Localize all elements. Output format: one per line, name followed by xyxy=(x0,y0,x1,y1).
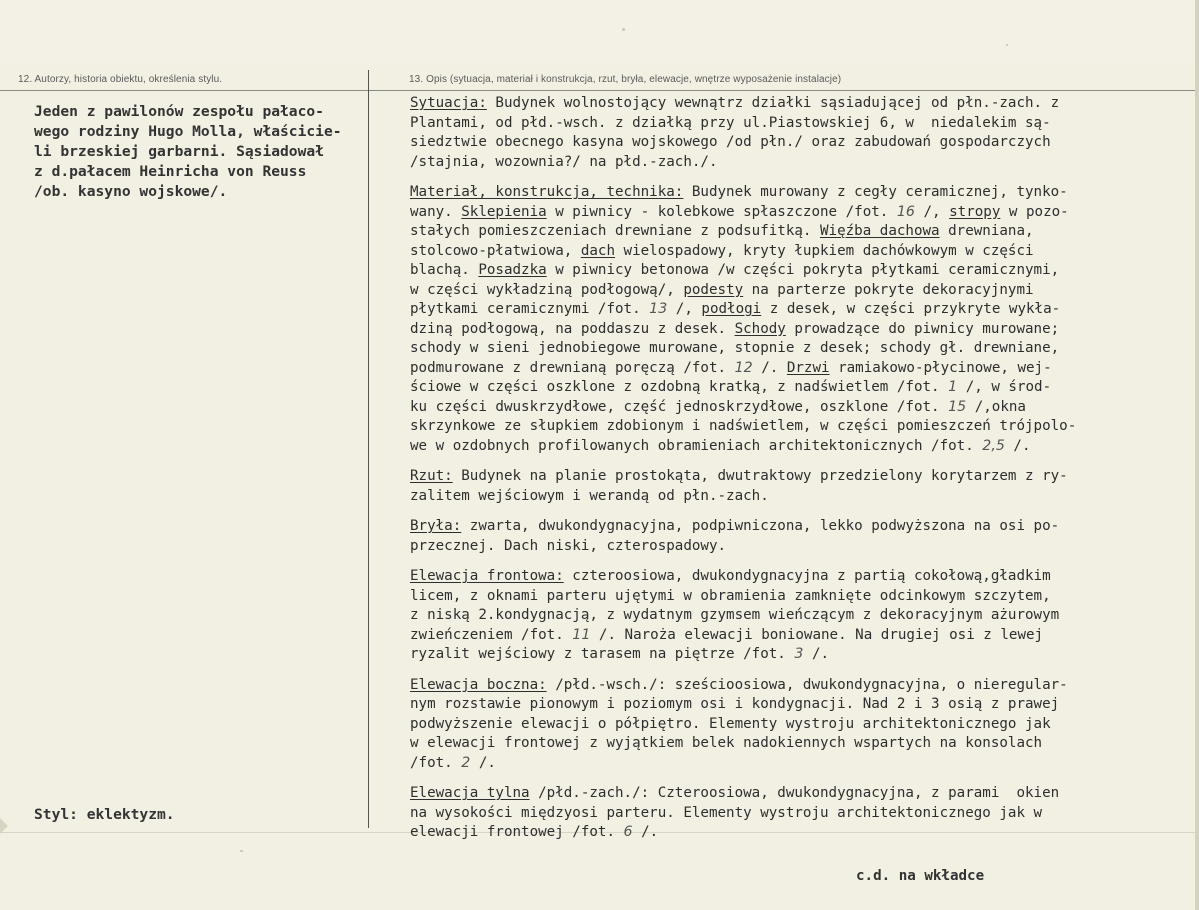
page-edge xyxy=(1195,0,1199,910)
term-label: Więźba dachowa xyxy=(820,223,940,239)
text-line: Plantami, od płd.-wsch. z działką przy ul.Piastowskiej 6, w niedalekim są- xyxy=(410,114,1051,131)
term-label: Posadzka xyxy=(478,262,547,278)
text-line: z niską 2.kondygnacją, z wydatnym gzymsem wieńczącym z dekoracyjnym ażurowym xyxy=(410,607,1060,623)
header-rule xyxy=(0,90,1199,91)
text-segment: prowadzące do piwnicy murowane; xyxy=(785,320,1060,337)
description-text xyxy=(410,94,1190,854)
text-line: zalitem wejściowym i werandą od płn.-zach. xyxy=(410,487,769,504)
text-segment: /, xyxy=(914,203,950,220)
history-line: li brzeskiej garbarni. Sąsiadował xyxy=(34,143,324,160)
section-13-header: 13. Opis (sytuacja, materiał i konstrukcja, rzut, bryła, elewacje, wnętrze wyposażenie instalacje) xyxy=(409,74,842,85)
history-line: Jeden z pawilonów zespołu pałaco- xyxy=(34,103,324,120)
text-line: podwyższenie elewacji o półpiętro. Elementy wystroju architektonicznego jak xyxy=(410,715,1051,732)
text-segment: /. xyxy=(470,754,496,771)
text-segment: /. xyxy=(803,646,830,662)
paper-speck xyxy=(1006,44,1008,46)
text-segment: na parterze pokryte dekoracyjnymi xyxy=(743,281,1034,298)
handwritten-photo-number: 2,5 xyxy=(982,437,1005,454)
text-segment: drewniana, xyxy=(939,223,1034,239)
paper-speck xyxy=(622,28,625,31)
handwritten-photo-number: 1 xyxy=(948,379,958,395)
section-label: Bryła: xyxy=(410,518,462,534)
term-label: podesty xyxy=(683,281,744,298)
section-sytuacja xyxy=(410,94,1190,172)
text-segment: blachą. xyxy=(410,262,479,278)
text-line xyxy=(410,94,1190,114)
text-line: /stajnia, wozownia?/ na płd.-zach./. xyxy=(410,153,718,170)
section-label: Elewacja tylna xyxy=(410,785,530,801)
history-text xyxy=(34,102,364,202)
section-bryla xyxy=(410,517,1190,556)
text-line: skrzynkowe ze słupkiem zdobionym i nadświetlem, w części pomieszczeń trójpolo- xyxy=(410,418,1077,434)
text-line xyxy=(410,784,1190,804)
text-segment: w piwnicy - kolebkowe spłaszczone /fot. xyxy=(546,203,897,220)
text-line xyxy=(410,378,1190,398)
handwritten-photo-number: 16 xyxy=(896,203,915,220)
text-line xyxy=(410,300,1190,320)
text-segment: wielospadowy, kryty łupkiem dachówkowym w części xyxy=(615,242,1034,259)
text-segment: w pozo- xyxy=(1000,203,1069,220)
text-segment: w piwnicy betonowa /w części pokryta płytkami ceramicznymi, xyxy=(546,262,1060,278)
text-segment: Budynek wolnostojący wewnątrz działki sąsiadującej od płn.-zach. z xyxy=(486,95,1060,111)
text-line xyxy=(410,437,1190,457)
text-segment: Budynek na planie prostokąta, dwutraktowy przedzielony korytarzem z ry- xyxy=(452,468,1068,484)
text-segment: /, w środ- xyxy=(957,379,1052,395)
text-segment: stałych pomieszczeniach drewniane z podsufitką. xyxy=(410,223,820,239)
section-label: Materiał, konstrukcja, technika: xyxy=(410,184,684,200)
text-line: siedztwie obecnego kasyna wojskowego /od płn./ oraz zabudowań gospodarczych xyxy=(410,134,1051,150)
text-segment: dziną podłogową, na poddaszu z desek. xyxy=(410,320,735,337)
text-segment: Budynek murowany z cegły ceramicznej, tynko- xyxy=(683,184,1068,200)
text-line xyxy=(410,281,1190,301)
handwritten-photo-number: 11 xyxy=(572,626,591,643)
text-line xyxy=(410,320,1190,340)
text-segment: w części wykładziną podłogową/, xyxy=(410,281,684,298)
term-label: Schody xyxy=(734,320,786,337)
term-label: stropy xyxy=(949,203,1001,220)
text-segment: zwarta, dwukondygnacyjna, podpiwniczona, lekko podwyższona na osi po- xyxy=(461,518,1060,534)
text-segment: /. xyxy=(632,824,659,840)
text-segment: czteroosiowa, dwukondygnacyjna z partią cokołową,gładkim xyxy=(563,568,1051,584)
term-label: Drzwi xyxy=(786,359,830,376)
text-segment: wany. xyxy=(410,203,462,220)
top-margin xyxy=(0,0,1199,66)
text-segment: /,okna xyxy=(966,398,1026,415)
text-segment: /. xyxy=(752,359,787,376)
section-label: Sytuacja: xyxy=(410,95,487,111)
handwritten-photo-number: 13 xyxy=(649,301,668,317)
continuation-note: c.d. na wkładce xyxy=(856,868,985,884)
term-label: podłogi xyxy=(701,301,762,317)
section-elewacja-boczna xyxy=(410,676,1190,774)
text-segment: ryzalit wejściowy z tarasem na piętrze /fot. xyxy=(410,646,795,662)
handwritten-photo-number: 3 xyxy=(794,646,804,662)
section-elewacja-tylna xyxy=(410,784,1190,843)
handwritten-photo-number: 12 xyxy=(734,359,753,376)
text-line: nym rozstawie pionowym i poziomym osi i kondygnacji. Nad 2 i 3 osią z prawej xyxy=(410,696,1060,712)
handwritten-photo-number: 2 xyxy=(461,754,471,771)
text-segment: ściowe w części oszklone z ozdobną kratką, z nadświetlem /fot. xyxy=(410,379,949,395)
section-label: Elewacja frontowa: xyxy=(410,568,564,584)
text-line xyxy=(410,183,1190,203)
handwritten-photo-number: 6 xyxy=(623,824,633,840)
text-line xyxy=(410,645,1190,665)
text-segment: zwieńczeniem /fot. xyxy=(410,626,573,643)
text-line: przecznej. Dach niski, czterospadowy. xyxy=(410,537,727,554)
text-segment: /płd.-zach./: Czteroosiowa, dwukondygnacyjna, z parami okien xyxy=(529,785,1060,801)
handwritten-photo-number: 15 xyxy=(948,398,967,415)
term-label: dach xyxy=(580,242,616,259)
text-line xyxy=(410,261,1190,281)
text-segment: płytkami ceramicznymi /fot. xyxy=(410,301,650,317)
text-segment: ku części dwuskrzydłowe, część jednoskrzydłowe, oszklone /fot. xyxy=(410,398,949,415)
section-elewacja-frontowa xyxy=(410,567,1190,665)
text-line xyxy=(410,676,1190,696)
text-line xyxy=(410,517,1190,537)
text-line xyxy=(410,359,1190,379)
style-designation: Styl: eklektyzm. xyxy=(34,806,175,823)
history-line: z d.pałacem Heinricha von Reuss xyxy=(34,163,307,180)
section-label: Elewacja boczna: xyxy=(410,676,547,693)
text-line xyxy=(410,823,1190,843)
text-segment: /. xyxy=(1004,437,1031,454)
text-line xyxy=(410,398,1190,418)
column-divider xyxy=(368,70,369,828)
text-segment: podmurowane z drewnianą poręczą /fot. xyxy=(410,359,735,376)
text-line xyxy=(410,222,1190,242)
text-segment: /fot. xyxy=(410,754,462,771)
text-line xyxy=(410,467,1190,487)
text-line: na wysokości międzyosi parteru. Elementy wystroju architektonicznego jak w xyxy=(410,804,1043,821)
text-segment: elewacji frontowej /fot. xyxy=(410,824,624,840)
history-line: /ob. kasyno wojskowe/. xyxy=(34,183,228,200)
section-label: Rzut: xyxy=(410,468,453,484)
section-material xyxy=(410,183,1190,456)
term-label: Sklepienia xyxy=(461,203,547,220)
text-segment: z desek, w części przykryte wykła- xyxy=(761,301,1061,317)
text-segment: /, xyxy=(667,301,702,317)
history-line: wego rodziny Hugo Molla, właścicie- xyxy=(34,123,342,140)
paper-speck xyxy=(240,850,243,852)
text-line xyxy=(410,203,1190,223)
text-segment: stolcowo-płatwiowa, xyxy=(410,242,581,259)
text-segment: ramiakowo-płycinowe, wej- xyxy=(829,359,1052,376)
section-rzut xyxy=(410,467,1190,506)
text-line: schody w sieni jednobiegowe murowane, stopnie z desek; schody gł. drewniane, xyxy=(410,340,1060,356)
text-line xyxy=(410,626,1190,646)
text-segment: /płd.-wsch./: sześcioosiowa, dwukondygnacyjna, o nieregular- xyxy=(546,676,1068,693)
page-notch xyxy=(0,818,8,834)
text-line: licem, z oknami parteru ujętymi w obramienia zamknięte odcinkowym szczytem, xyxy=(410,587,1051,604)
text-line xyxy=(410,567,1190,587)
text-line xyxy=(410,242,1190,262)
text-line: w elewacji frontowej z wyjątkiem belek nadokiennych wspartych na konsolach xyxy=(410,735,1043,751)
text-line xyxy=(410,754,1190,774)
section-12-header: 12. Autorzy, historia obiektu, określenia stylu. xyxy=(18,74,223,85)
text-segment: we w ozdobnych profilowanych obramieniach architektonicznych /fot. xyxy=(410,437,983,454)
text-segment: /. Naroża elewacji boniowane. Na drugiej osi z lewej xyxy=(590,626,1044,643)
